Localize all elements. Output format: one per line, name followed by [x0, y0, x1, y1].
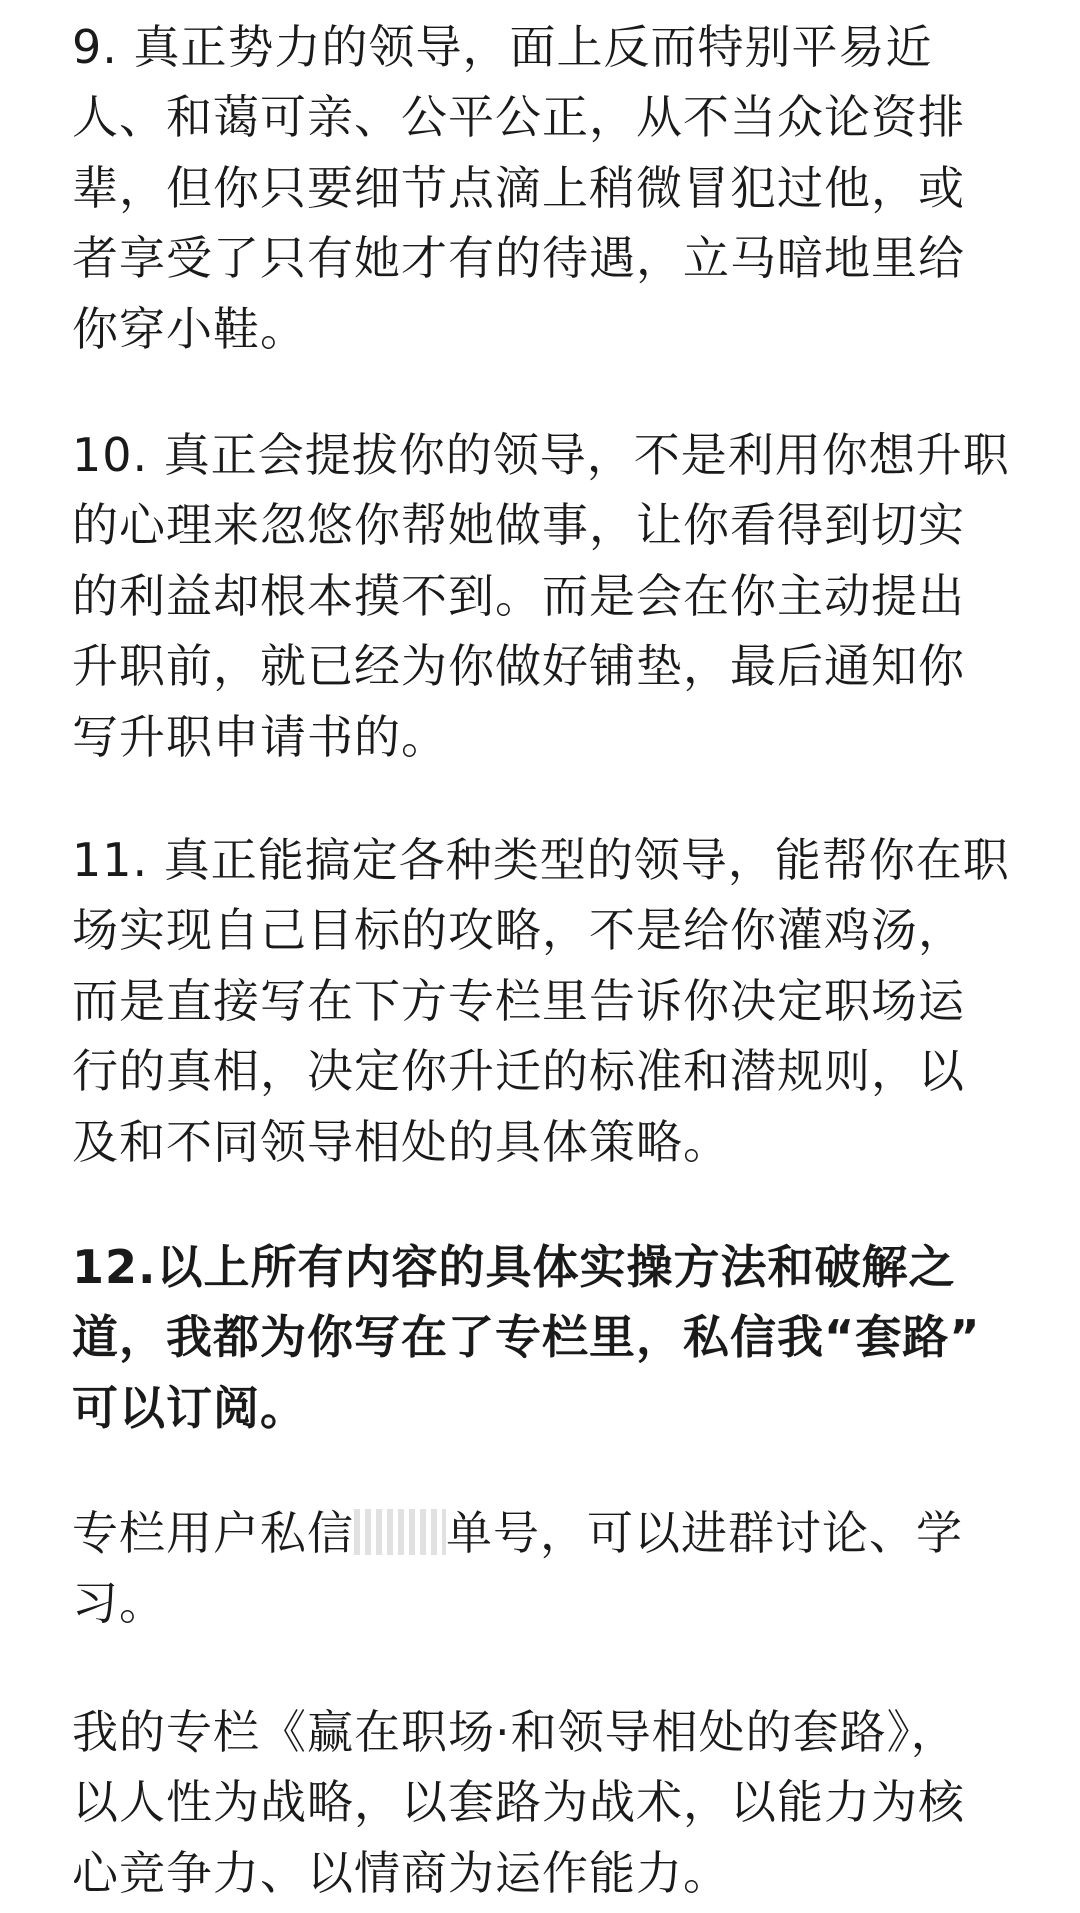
text-line: 的利益却根本摸不到。而是会在你主动提出 — [72, 568, 965, 623]
text-line: 场实现自己目标的攻略，不是给你灌鸡汤， — [72, 903, 965, 958]
text-line: 11. 真正能搞定各种类型的领导，能帮你在职 — [72, 833, 1010, 887]
text-line: 12.以上所有内容的具体实操方法和破解之 — [72, 1240, 956, 1294]
text-line: 以人性为战略，以套路为战术，以能力为核 — [72, 1775, 965, 1830]
text-line: 写升职申请书的。 — [72, 709, 448, 764]
text-line: 可以订阅。 — [72, 1380, 307, 1435]
text-line: 道，我都为你写在了专栏里，私信我“套路” — [72, 1310, 981, 1365]
text-line: 辈，但你只要细节点滴上稍微冒犯过他，或 — [72, 160, 965, 215]
paragraph-9 — [72, 12, 965, 364]
paragraph-12-bold — [72, 1232, 980, 1443]
text-line: 人、和蔼可亲、公平公正，从不当众论资排 — [72, 90, 965, 145]
text-line: 习。 — [72, 1576, 166, 1631]
text-line: 者享受了只有她才有的待遇，立马暗地里给 — [72, 231, 965, 286]
text-line: 行的真相，决定你升迁的标准和潜规则，以 — [72, 1044, 965, 1099]
text-line: 10. 真正会提拔你的领导，不是利用你想升职 — [72, 428, 1010, 482]
paragraph-11 — [72, 825, 1010, 1177]
text-fragment: 专栏用户私信 — [72, 1506, 354, 1560]
text-line: 9. 真正势力的领导，面上反而特别平易近 — [72, 20, 933, 74]
text-line: 升职前，就已经为你做好铺垫，最后通知你 — [72, 639, 965, 694]
text-line: 你穿小鞋。 — [72, 301, 307, 356]
paragraph-group-note — [72, 1498, 963, 1639]
text-line: 我的专栏《赢在职场·和领导相处的套路》， — [72, 1705, 958, 1759]
text-line: 及和不同领导相处的具体策略。 — [72, 1114, 730, 1169]
paragraph-10 — [72, 420, 1010, 772]
paragraph-column-intro — [72, 1697, 965, 1908]
redacted-mark — [354, 1509, 446, 1555]
text-fragment: 单号，可以进群讨论、学 — [446, 1506, 963, 1560]
text-line: 心竞争力、以情商为运作能力。 — [72, 1845, 730, 1900]
text-line: 的心理来忽悠你帮她做事，让你看得到切实 — [72, 498, 965, 553]
text-line: 而是直接写在下方专栏里告诉你决定职场运 — [72, 973, 965, 1028]
text-line — [72, 1498, 963, 1568]
